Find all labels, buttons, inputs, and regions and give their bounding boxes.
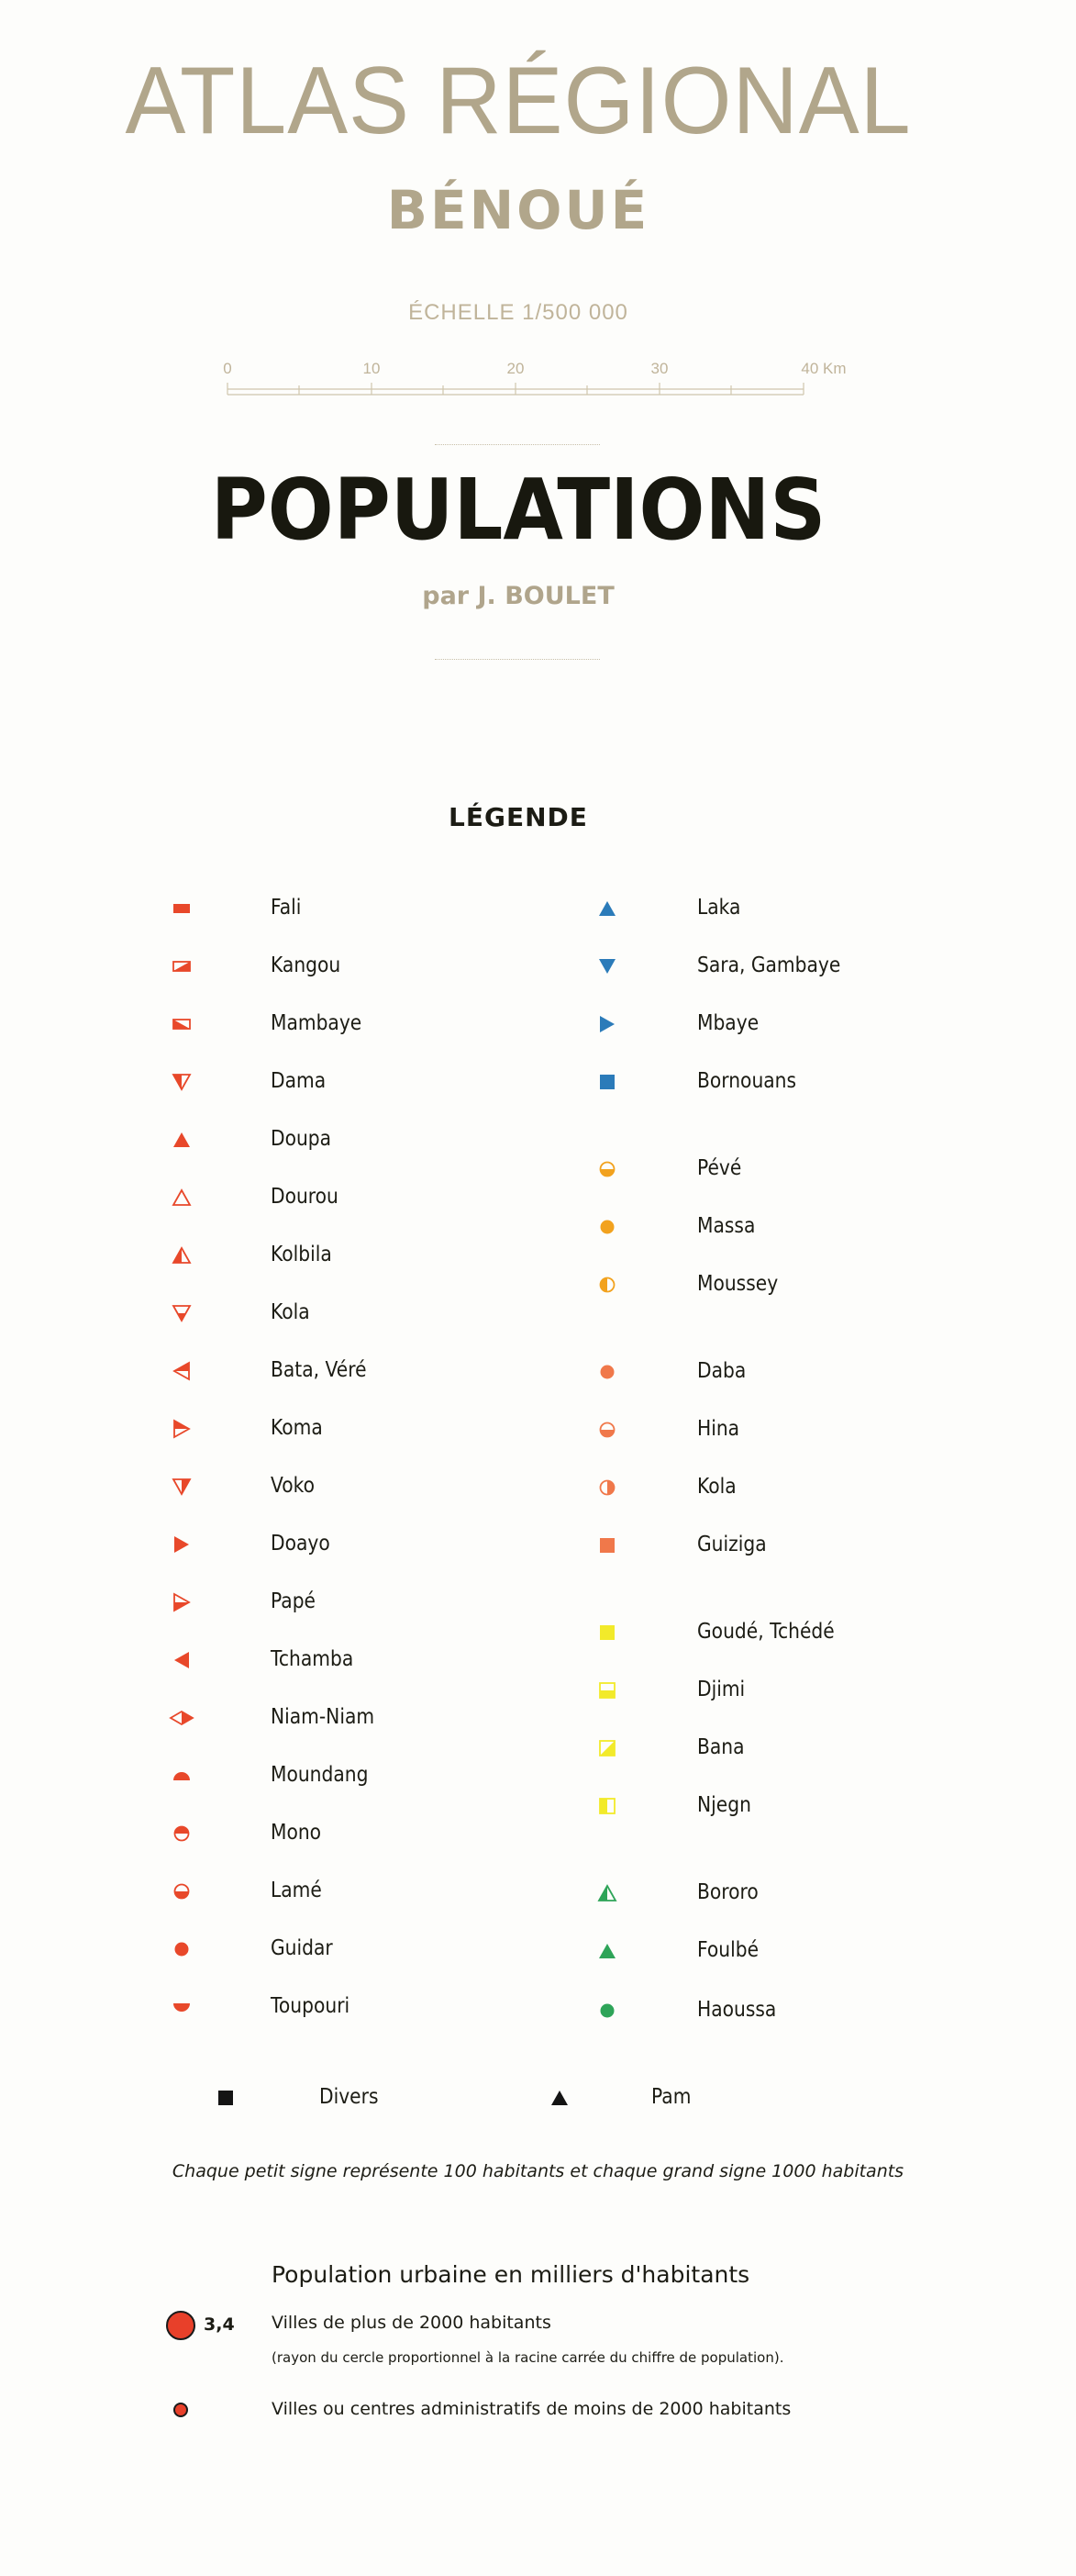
legend-label: Dama	[271, 1069, 327, 1093]
legend-label: Bana	[697, 1735, 745, 1759]
author: par J. BOULET	[422, 582, 615, 610]
urban-title: Population urbaine en milliers d'habitants	[272, 2261, 750, 2288]
triangle-right-half-icon	[163, 1411, 200, 1447]
legend-label: Doupa	[271, 1127, 332, 1151]
large-town-sublabel: (rayon du cercle proportionnel à la racine carrée du chiffre de population).	[272, 2349, 784, 2366]
triangle-right-striped-icon	[163, 1584, 200, 1621]
triangle-up-filled-icon	[163, 1121, 200, 1158]
legend-label: Mambaye	[271, 1011, 362, 1035]
legend-label: Bornouans	[697, 1069, 797, 1093]
circle-right-half-icon	[589, 1469, 626, 1506]
circle-lower-half-icon	[163, 1873, 200, 1910]
square-filled-icon	[207, 2080, 244, 2116]
legend-label: Doayo	[271, 1532, 330, 1556]
diamond-half-icon	[163, 1700, 200, 1736]
map-title: POPULATIONS	[210, 461, 826, 559]
semicircle-top-icon	[163, 1757, 200, 1794]
legend-label: Guiziga	[697, 1533, 767, 1556]
legend-label: Papé	[271, 1589, 316, 1613]
circle-filled-icon	[163, 1931, 200, 1968]
scale-tick-label: 0	[223, 360, 232, 377]
legend-label: Dourou	[271, 1185, 338, 1209]
legend-label: Kangou	[271, 953, 341, 977]
legend-label: Divers	[319, 2085, 379, 2109]
triangle-up-outline-icon	[163, 1179, 200, 1216]
legend-label: Bata, Véré	[271, 1358, 367, 1382]
legend-label: Kola	[271, 1300, 310, 1324]
legend-label: Guidar	[271, 1936, 333, 1960]
circle-filled-icon	[589, 1992, 626, 2029]
legend-label: Laka	[697, 896, 741, 920]
legend-label: Niam-Niam	[271, 1705, 375, 1729]
circle-filled-icon	[589, 1354, 626, 1390]
large-town-label: Villes de plus de 2000 habitants	[272, 2313, 551, 2333]
square-filled-icon	[589, 1614, 626, 1651]
legend-label: Kolbila	[271, 1243, 332, 1266]
legend-label: Mbaye	[697, 1011, 760, 1035]
triangle-down-filled-icon	[589, 948, 626, 985]
legend-label: Sara, Gambaye	[697, 953, 841, 977]
divider-top	[435, 444, 600, 445]
small-town-circle	[170, 2399, 192, 2421]
legend-label: Haoussa	[697, 1998, 777, 2022]
triangle-right-filled-icon	[163, 1526, 200, 1563]
legend-label: Pévé	[697, 1156, 742, 1180]
legend-title: LÉGENDE	[449, 802, 588, 832]
square-diagonal-half-icon	[589, 1730, 626, 1767]
scale-tick-label: 40 Km	[801, 360, 847, 377]
triangle-up-filled-icon	[589, 890, 626, 927]
scale-tick-label: 20	[506, 360, 525, 377]
legend-note: Chaque petit signe représente 100 habitants et chaque grand signe 1000 habitants	[172, 2161, 904, 2181]
legend-label: Tchamba	[271, 1647, 354, 1671]
atlas-title: ATLAS RÉGIONAL	[125, 48, 912, 154]
scale-tick-label: 30	[650, 360, 669, 377]
legend-label: Moussey	[697, 1272, 779, 1296]
square-left-half-icon	[589, 1788, 626, 1824]
rectangle-half-diagonal-icon	[163, 948, 200, 985]
legend-label: Mono	[271, 1821, 322, 1845]
legend-label: Goudé, Tchédé	[697, 1620, 835, 1644]
triangle-up-filled-icon	[589, 1933, 626, 1969]
region-name: BÉNOUÉ	[386, 179, 650, 241]
legend-label: Bororo	[697, 1880, 759, 1904]
rectangle-icon	[163, 890, 200, 927]
triangle-down-half-icon	[163, 1064, 200, 1100]
triangle-up-filled-icon	[541, 2080, 578, 2116]
legend-label: Hina	[697, 1417, 740, 1441]
circle-upper-half-icon	[163, 1815, 200, 1852]
legend-label: Njegn	[697, 1793, 751, 1817]
square-filled-icon	[589, 1064, 626, 1100]
square-lower-half-icon	[589, 1672, 626, 1709]
divider-bottom	[435, 659, 600, 660]
legend-label: Daba	[697, 1359, 747, 1383]
triangle-right-filled-icon	[589, 1006, 626, 1043]
triangle-left-half-icon	[163, 1353, 200, 1389]
legend-label: Voko	[271, 1474, 316, 1498]
square-filled-icon	[589, 1527, 626, 1564]
circle-lower-half-icon	[589, 1151, 626, 1188]
legend-label: Massa	[697, 1214, 756, 1238]
legend-label: Kola	[697, 1475, 737, 1499]
rectangle-half-diagonal-alt-icon	[163, 1006, 200, 1043]
legend-label: Djimi	[697, 1678, 746, 1701]
triangle-up-half-icon	[163, 1237, 200, 1274]
scale-label: ÉCHELLE 1/500 000	[408, 300, 628, 325]
legend-label: Lamé	[271, 1879, 322, 1902]
circle-left-half-icon	[589, 1266, 626, 1303]
triangle-down-half-alt-icon	[163, 1468, 200, 1505]
legend-label: Moundang	[271, 1763, 369, 1787]
triangle-up-half-icon	[589, 1875, 626, 1912]
triangle-down-lower-half-icon	[163, 1295, 200, 1332]
small-town-label: Villes ou centres administratifs de moins de 2000 habitants	[272, 2399, 792, 2419]
large-town-circle	[162, 2307, 199, 2344]
semicircle-bottom-icon	[163, 1989, 200, 2025]
scale-tick-label: 10	[362, 360, 381, 377]
legend-label: Foulbé	[697, 1938, 760, 1962]
scale-bar	[211, 358, 871, 404]
triangle-left-filled-icon	[163, 1642, 200, 1678]
circle-filled-icon	[589, 1209, 626, 1245]
legend-label: Toupouri	[271, 1994, 350, 2018]
legend-label: Koma	[271, 1416, 323, 1440]
large-town-value: 3,4	[204, 2314, 235, 2335]
legend-label: Fali	[271, 896, 302, 920]
legend-label: Pam	[651, 2085, 692, 2109]
circle-lower-half-icon	[589, 1411, 626, 1448]
